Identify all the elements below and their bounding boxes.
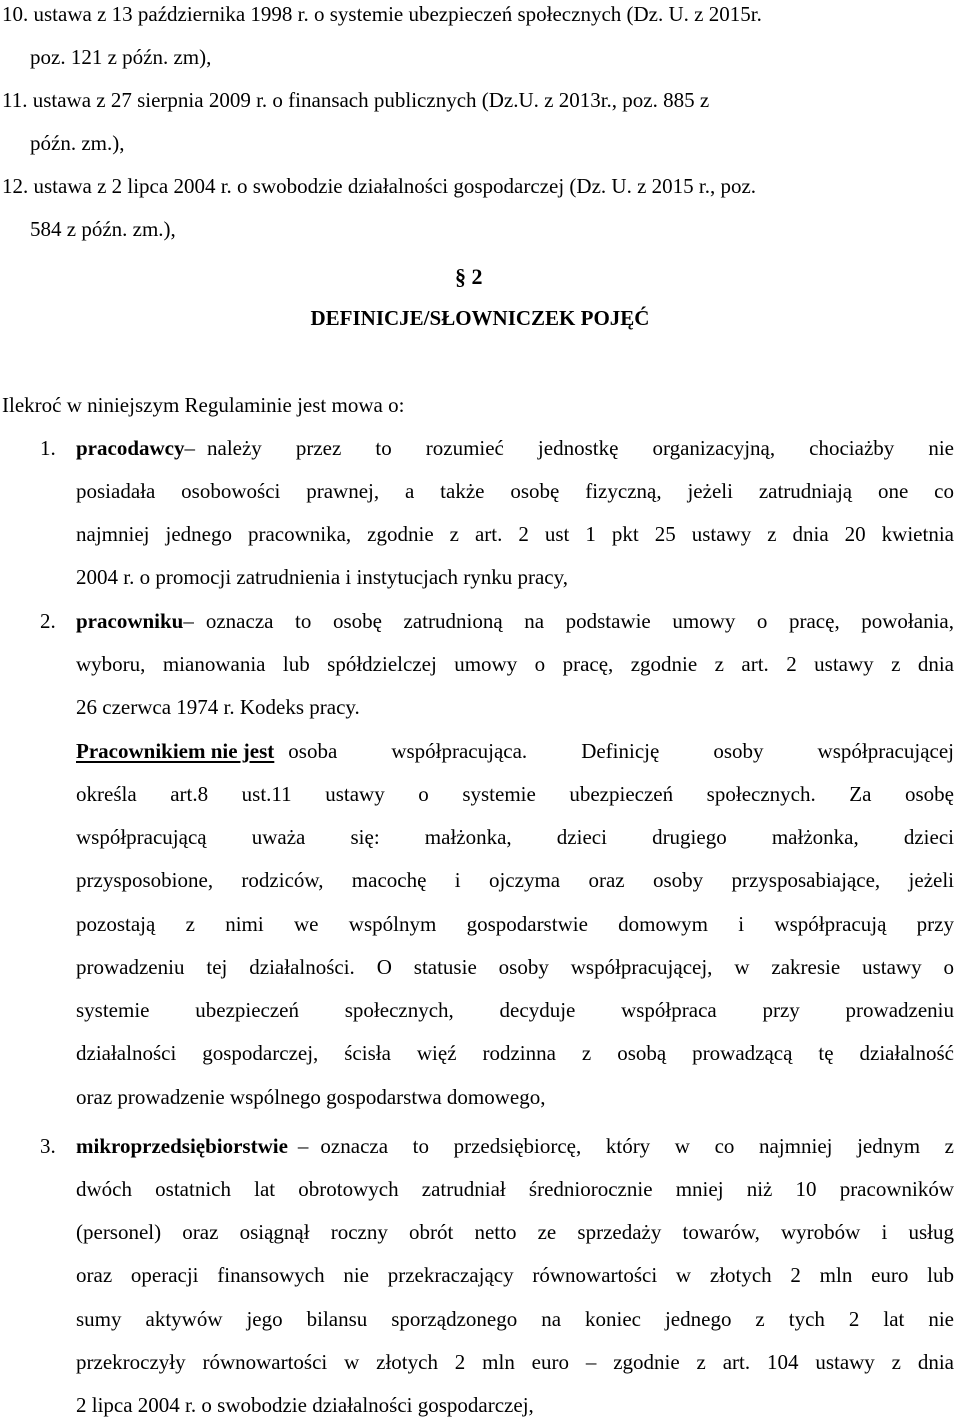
definition-3-line-3 <box>76 1222 954 1243</box>
definition-3-number: 3. <box>40 1134 56 1158</box>
definition-3-line-2 <box>76 1179 954 1200</box>
definition-1-number: 1. <box>40 436 56 460</box>
definition-1-dash: – <box>184 436 195 460</box>
definition-2-number: 2. <box>40 609 56 633</box>
definition-3-line-4 <box>76 1265 954 1286</box>
definition-3-dash: – <box>297 1134 309 1158</box>
definition-2-para-2-line-5-text: pozostają z nimi we wspólnym gospodarstwie domowym i współpracują przy <box>76 912 954 936</box>
definition-2-para-2-line-4-text: przysposobione, rodziców, macochę i ojczyma oraz osoby przysposabiające, jeżeli <box>76 868 954 892</box>
list-item-10-line-2: poz. 121 z późn. zm), <box>30 45 212 69</box>
definition-1-line-3-text: najmniej jednego pracownika, zgodnie z art. 2 ust 1 pkt 25 ustawy z dnia 20 kwietnia <box>76 522 954 546</box>
definition-2-para-2-line-1 <box>76 741 954 762</box>
definition-3-line-1-text: oznacza to przedsiębiorcę, który w co najmniej jednym z <box>320 1134 954 1158</box>
definition-3-line-6-text: przekroczyły równowartości w złotych 2 mln euro – zgodnie z art. 104 ustawy z dnia <box>76 1350 954 1374</box>
definition-2-term: pracowniku <box>76 609 184 633</box>
definition-1-line-1 <box>76 438 954 459</box>
definition-2-para-2-line-5 <box>76 914 954 935</box>
definition-3-term: mikroprzedsiębiorstwie <box>76 1134 288 1158</box>
definition-2-dash: – <box>183 609 194 633</box>
definition-2-para-2-line-1-text: osoba współpracująca. Definicję osoby współpracującej <box>288 739 954 763</box>
definition-2-para-2-line-7 <box>76 1000 954 1021</box>
definition-1-line-2 <box>76 481 954 502</box>
definition-3-line-3-text: (personel) oraz osiągnął roczny obrót netto ze sprzedaży towarów, wyrobów i usług <box>76 1220 954 1244</box>
definition-2-para-2-line-6 <box>76 957 954 978</box>
list-item-12-line-1: 12. ustawa z 2 lipca 2004 r. o swobodzie działalności gospodarczej (Dz. U. z 2015 r., poz. <box>2 174 757 198</box>
definition-3-line-5-text: sumy aktywów jego bilansu sporządzonego na koniec jednego z tych 2 lat nie <box>76 1307 954 1331</box>
definition-2-line-3: 26 czerwca 1974 r. Kodeks pracy. <box>76 695 360 719</box>
definition-3-line-1 <box>76 1136 954 1157</box>
definition-3-line-5 <box>76 1309 954 1330</box>
definition-2-line-1-text: oznacza to osobę zatrudnioną na podstawie umowy o pracę, powołania, <box>205 609 954 633</box>
definition-1-line-2-text: posiadała osobowości prawnej, a także osobę fizyczną, jeżeli zatrudniają one co <box>76 479 954 503</box>
definition-3-line-7: 2 lipca 2004 r. o swobodzie działalności gospodarczej, <box>76 1393 534 1417</box>
definition-2-para-2-line-3 <box>76 827 954 848</box>
section-number <box>455 264 483 290</box>
definition-2-line-2-text: wyboru, mianowania lub spółdzielczej umowy o pracę, zgodnie z art. 2 ustawy z dnia <box>76 652 954 676</box>
definition-2-para-2-line-8 <box>76 1043 954 1064</box>
definition-2-para-2-line-8-text: działalności gospodarczej, ścisła więź rodzinna z osobą prowadzącą tę działalność <box>76 1041 954 1065</box>
section-title: DEFINICJE/SŁOWNICZEK POJĘĆ <box>310 306 650 330</box>
definition-1-line-3 <box>76 524 954 545</box>
lead-sentence: Ilekroć w niniejszym Regulaminie jest mowa o: <box>2 393 405 417</box>
definition-2-exclusion-phrase: Pracownikiem nie jest <box>76 739 275 763</box>
definition-1-line-1-text: należy przez to rozumieć jednostkę organizacyjną, chociażby nie <box>207 436 954 460</box>
list-item-11-line-1: 11. ustawa z 27 sierpnia 2009 r. o finansach publicznych (Dz.U. z 2013r., poz. 885 z <box>2 88 710 112</box>
definition-2-para-2-line-6-text: prowadzeniu tej działalności. O statusie osoby współpracującej, w zakresie ustawy o <box>76 955 954 979</box>
definition-3-line-6 <box>76 1352 954 1373</box>
section-symbol: § <box>455 264 466 289</box>
definition-2-line-2 <box>76 654 954 675</box>
definition-2-para-2-line-2-text: określa art.8 ust.11 ustawy o systemie ubezpieczeń społecznych. Za osobę <box>76 782 954 806</box>
list-item-11-line-2: późn. zm.), <box>30 131 125 155</box>
definition-3-line-4-text: oraz operacji finansowych nie przekraczający równowartości w złotych 2 mln euro lub <box>76 1263 954 1287</box>
definition-1-line-4: 2004 r. o promocji zatrudnienia i instytucjach rynku pracy, <box>76 565 569 589</box>
definition-1-term: pracodawcy <box>76 436 185 460</box>
section-number-value: 2 <box>471 264 483 289</box>
definition-2-para-2-line-9: oraz prowadzenie wspólnego gospodarstwa domowego, <box>76 1085 546 1109</box>
definition-3-line-2-text: dwóch ostatnich lat obrotowych zatrudniał średniorocznie mniej niż 10 pracowników <box>76 1177 954 1201</box>
definition-2-line-1 <box>76 611 954 632</box>
definition-2-para-2-line-7-text: systemie ubezpieczeń społecznych, decyduje współpraca przy prowadzeniu <box>76 998 954 1022</box>
list-item-12-line-2: 584 z późn. zm.), <box>30 217 176 241</box>
definition-2-para-2-line-3-text: współpracującą uważa się: małżonka, dzieci drugiego małżonka, dzieci <box>76 825 954 849</box>
definition-2-para-2-line-4 <box>76 870 954 891</box>
definition-2-para-2-line-2 <box>76 784 954 805</box>
list-item-10-line-1: 10. ustawa z 13 października 1998 r. o systemie ubezpieczeń społecznych (Dz. U. z 2015r. <box>2 2 762 26</box>
